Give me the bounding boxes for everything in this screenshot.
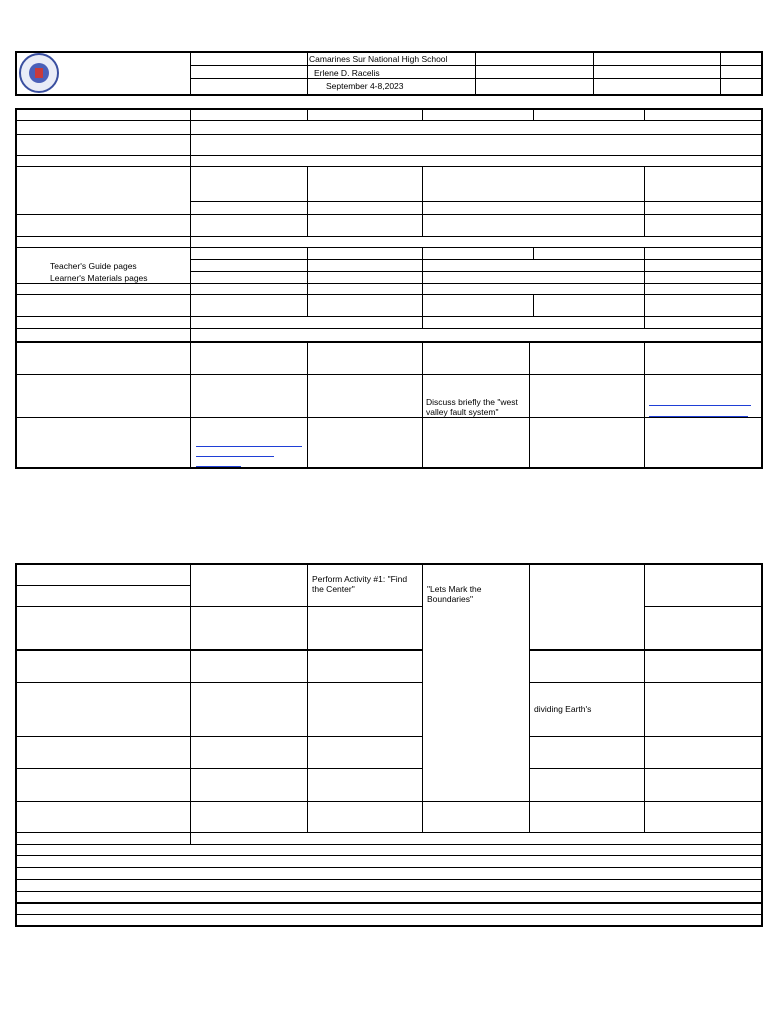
plan-col-line — [190, 109, 191, 468]
proc-col-line — [529, 564, 530, 832]
plan-col-line — [533, 247, 534, 259]
teachers-guide-label: Teacher's Guide pages — [50, 261, 137, 271]
plan-col-line — [644, 109, 645, 121]
header-divider — [475, 52, 476, 95]
procedures-table — [15, 563, 763, 927]
plan-row-line — [16, 294, 762, 295]
dividing-earth-text: dividing Earth's — [534, 704, 592, 714]
proc-row-line — [16, 801, 762, 802]
plan-table — [15, 108, 763, 469]
teaching-dates: September 4-8,2023 — [326, 81, 404, 91]
header-divider — [720, 52, 721, 95]
plan-col-line — [422, 247, 423, 328]
proc-row-line — [16, 879, 762, 880]
activity-find-center: Perform Activity #1: "Find the Center" — [312, 574, 408, 594]
proc-row-line — [16, 867, 762, 868]
header-divider — [593, 52, 594, 95]
plan-row-line — [16, 341, 762, 343]
seal-shield — [35, 68, 43, 78]
plan-col-line — [644, 247, 645, 328]
proc-col-line — [190, 564, 191, 844]
plan-col-line — [422, 166, 423, 236]
plan-row-line — [16, 247, 762, 248]
plan-row-line — [16, 166, 762, 167]
resource-link[interactable] — [196, 456, 274, 457]
plan-row-line — [16, 417, 762, 418]
plan-row-line — [16, 328, 762, 329]
proc-row-line — [16, 855, 762, 856]
proc-row-line — [16, 832, 762, 833]
header-row-line — [190, 78, 762, 79]
proc-row-line — [529, 649, 762, 651]
resource-link[interactable] — [649, 405, 751, 406]
proc-col-line — [307, 564, 308, 832]
school-name: Camarines Sur National High School — [309, 54, 448, 64]
plan-row-line — [16, 374, 762, 375]
proc-row-line — [644, 606, 762, 607]
proc-col-line — [644, 564, 645, 832]
proc-row-line — [16, 914, 762, 915]
resource-link[interactable] — [649, 416, 748, 417]
plan-col-line — [422, 341, 423, 468]
proc-row-line — [16, 682, 423, 683]
proc-row-line — [529, 768, 762, 769]
plan-col-line — [307, 109, 308, 121]
proc-row-line — [529, 682, 762, 683]
plan-row-line — [16, 134, 762, 135]
plan-row-line — [190, 201, 762, 202]
deped-seal-logo — [19, 53, 59, 93]
discuss-fault-text: Discuss briefly the "west valley fault system" — [426, 397, 518, 417]
plan-row-line — [16, 316, 762, 317]
plan-col-line — [422, 109, 423, 121]
plan-col-line — [307, 247, 308, 316]
plan-row-line — [190, 259, 762, 260]
header-divider — [307, 52, 308, 95]
proc-row-line — [16, 902, 762, 904]
header-divider — [190, 52, 191, 95]
plan-col-line — [644, 166, 645, 236]
proc-row-line — [16, 606, 423, 607]
proc-col-line — [422, 564, 423, 832]
plan-col-line — [644, 341, 645, 468]
proc-row-line — [16, 844, 762, 845]
plan-row-line — [16, 236, 762, 237]
proc-row-line — [529, 736, 762, 737]
resource-link[interactable] — [196, 466, 241, 467]
learners-materials-label: Learner's Materials pages — [50, 273, 148, 283]
plan-col-line — [529, 341, 530, 468]
proc-row-line — [16, 649, 423, 651]
proc-row-line — [16, 768, 423, 769]
activity-mark-boundaries: "Lets Mark the Boundaries" — [427, 584, 482, 604]
plan-col-line — [533, 294, 534, 316]
plan-row-line — [190, 271, 762, 272]
proc-row-line — [16, 585, 191, 586]
proc-row-line — [16, 736, 423, 737]
plan-row-line — [16, 214, 762, 215]
plan-row-line — [16, 120, 762, 121]
resource-link[interactable] — [196, 446, 302, 447]
plan-col-line — [307, 166, 308, 236]
plan-col-line — [307, 341, 308, 468]
teacher-name: Erlene D. Racelis — [314, 68, 380, 78]
proc-row-line — [16, 891, 762, 892]
plan-col-line — [533, 109, 534, 121]
header-row-line — [190, 65, 762, 66]
plan-row-line — [16, 283, 762, 284]
plan-row-line — [16, 155, 762, 156]
